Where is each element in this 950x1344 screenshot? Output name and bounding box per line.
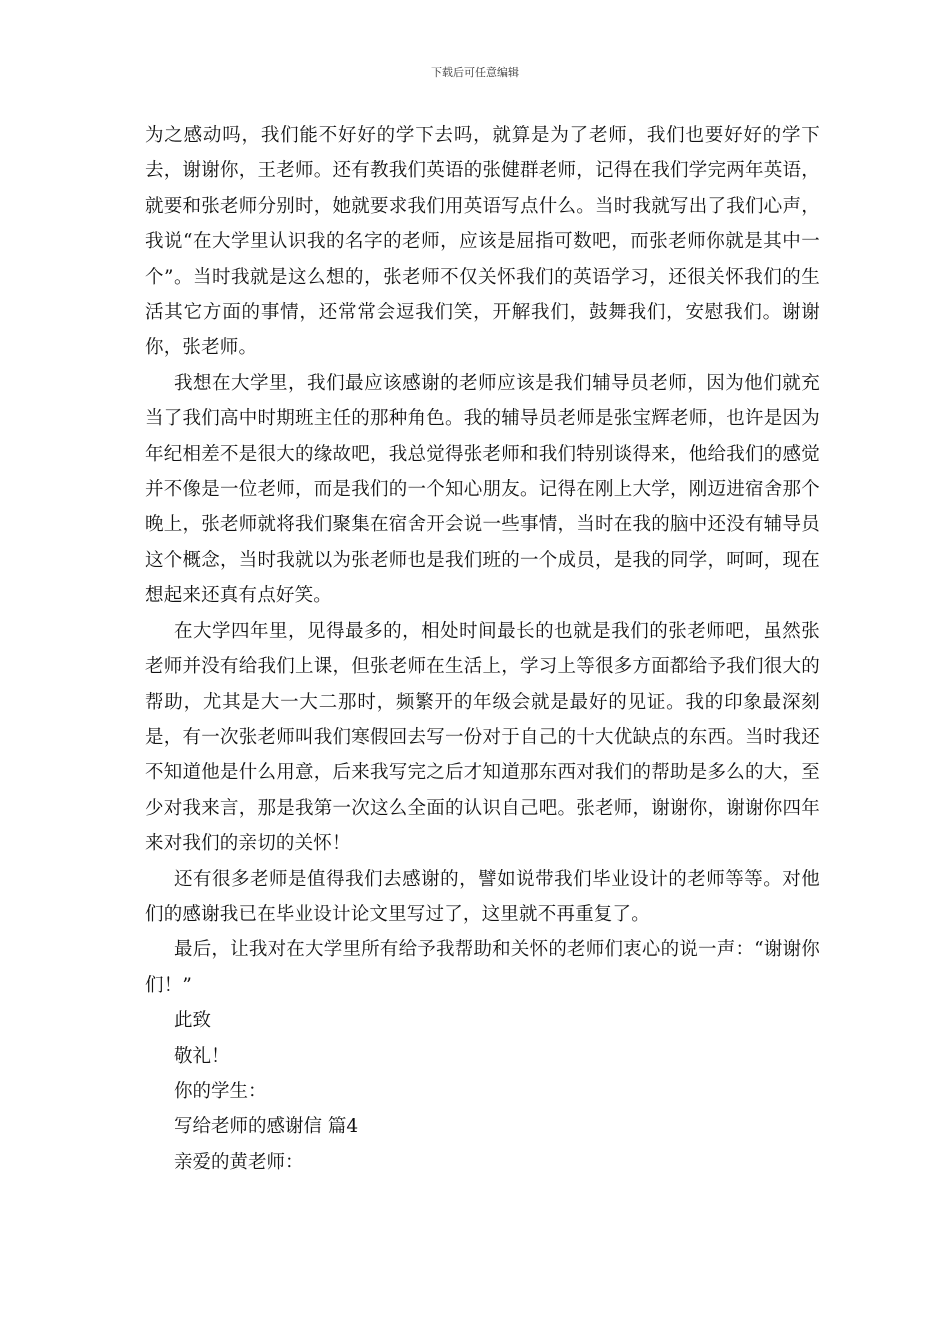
paragraph-counselor: 我想在大学里，我们最应该感谢的老师应该是我们辅导员老师，因为他们就充当了我们高中时期班主任的那种角色。我的辅导员老师是张宝辉老师，也许是因为年纪相差不是很大的缘故吧，我总觉得张老师和我们特别谈得来，他给我们的感觉并不像是一位老师，而是我们的一个知心朋友。记得在刚上大学，刚迈进宿舍那个晚上，张老师就将我们聚集在宿舍开会说一些事情，当时在我的脑中还没有辅导员这个概念，当时我就以为张老师也是我们班的一个成员，是我的同学，呵呵，现在想起来还真有点好笑。 bbox=[145, 372, 820, 607]
paragraph-four-years: 在大学四年里，见得最多的，相处时间最长的也就是我们的张老师吧，虽然张老师并没有给我们上课，但张老师在生活上，学习上等很多方面都给予我们很大的帮助，尤其是大一大二那时，频繁开的年级会就是最好的见证。我的印象最深刻是，有一次张老师叫我们寒假回去写一份对于自己的十大优缺点的东西。当时我还不知道他是什么用意，后来我写完之后才知道那东西对我们的帮助是多么的大，至少对我来言，那是我第一次这么全面的认识自己吧。张老师，谢谢你，谢谢你四年来对我们的亲切的关怀！ bbox=[145, 620, 820, 855]
letter-body bbox=[145, 118, 820, 1180]
paragraph-other-teachers: 还有很多老师是值得我们去感谢的，譬如说带我们毕业设计的老师等等。对他们的感谢我已在毕业设计论文里写过了，这里就不再重复了。 bbox=[145, 868, 820, 925]
paragraph-continued: 为之感动吗，我们能不好好的学下去吗，就算是为了老师，我们也要好好的学下去，谢谢你，王老师。还有教我们英语的张健群老师，记得在我们学完两年英语，就要和张老师分别时，她就要求我们用英语写点什么。当时我就写出了我们心声，我说“在大学里认识我的名字的老师，应该是屈指可数吧，而张老师你就是其中一个”。当时我就是这么想的，张老师不仅关怀我们的英语学习，还很关怀我们的生活其它方面的事情，还常常会逗我们笑，开解我们，鼓舞我们，安慰我们。谢谢你，张老师。 bbox=[145, 125, 820, 359]
closing-salutation: 此致 bbox=[174, 1010, 212, 1032]
letter-greeting: 亲爱的黄老师： bbox=[174, 1151, 304, 1173]
page-header: 下载后可任意编辑 bbox=[431, 66, 519, 79]
closing-regards: 敬礼！ bbox=[174, 1045, 230, 1067]
signature-line: 你的学生： bbox=[174, 1080, 267, 1102]
paragraph-final-thanks: 最后，让我对在大学里所有给予我帮助和关怀的老师们衷心的说一声：“谢谢你们！” bbox=[145, 939, 820, 996]
section-title: 写给老师的感谢信 篇4 bbox=[174, 1116, 359, 1138]
